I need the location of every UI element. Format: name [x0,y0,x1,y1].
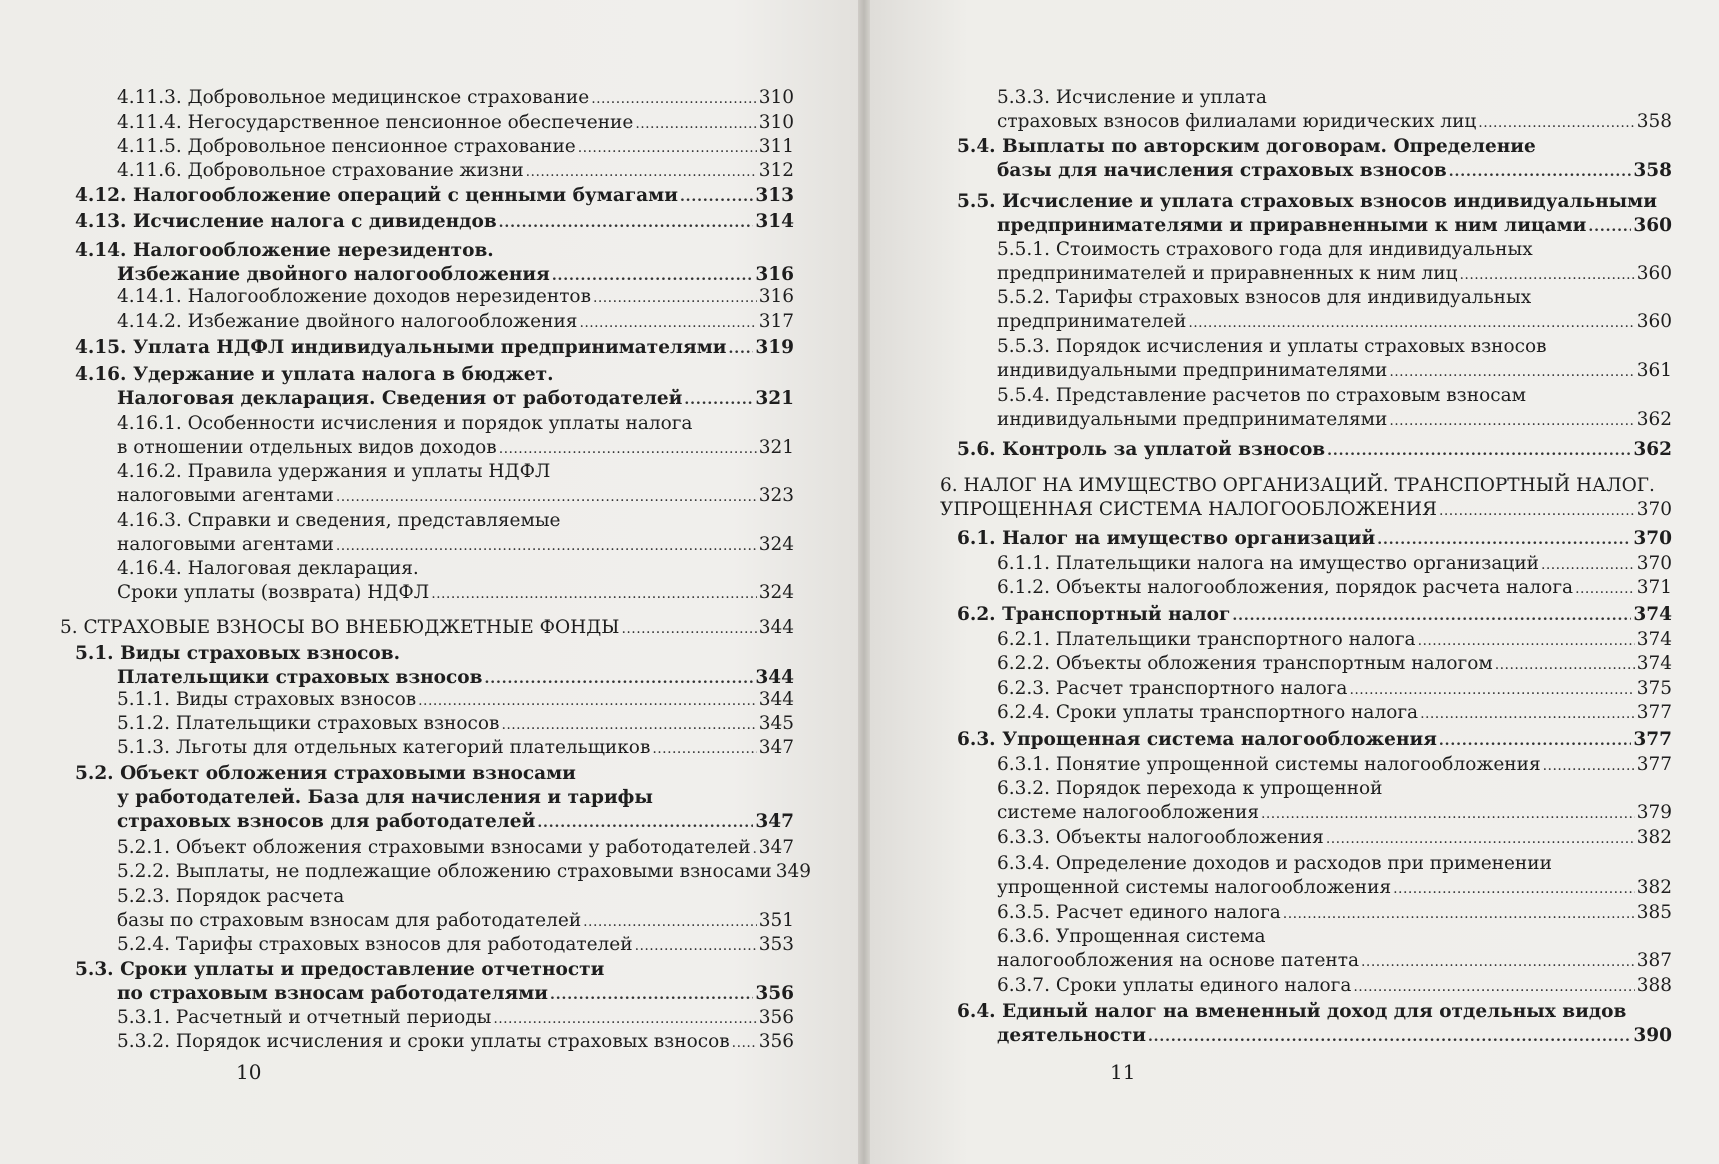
dot-leader [1495,652,1635,676]
toc-page-number: 310 [758,112,794,133]
dot-leader [550,982,753,1006]
toc-page-number: 370 [1636,499,1672,520]
toc-entry-title: 6.2. Транспортный налог [957,604,1231,625]
toc-page-number: 347 [755,811,794,832]
toc-entry-6-3-6 [997,925,1672,973]
toc-entry-title: 6.3.2. Порядок перехода к упрощенной [997,778,1383,799]
toc-entry-title: 5.2.1. Объект обложения страховыми взносами у работодателей [117,837,751,858]
toc-entry-title: индивидуальными предпринимателями [997,360,1388,381]
toc-entry-6-1-1 [997,552,1672,576]
toc-entry-title: 5.4. Выплаты по авторским договорам. Определение [957,136,1536,157]
toc-entry-6-2-1 [997,628,1672,652]
toc-page-number: 356 [758,1007,794,1028]
toc-page-number: 377 [1636,702,1672,723]
dot-leader [578,135,757,159]
toc-entry-title: 6.3. Упрощенная система налогообложения [957,729,1437,750]
toc-entry-title: 6.3.5. Расчет единого налога [997,902,1281,923]
toc-entry-title: деятельности [997,1025,1146,1046]
toc-entry-title: по страховым взносам работодателями [117,983,549,1004]
dot-leader [1349,677,1634,701]
dot-leader [593,285,757,309]
toc-entry-title: базы для начисления страховых взносов [997,160,1447,181]
toc-entry-title: 5.6. Контроль за уплатой взносов [957,439,1326,460]
toc-entry-6 [940,474,1672,522]
toc-entry-title: 5.5. Исчисление и уплата страховых взносов индивидуальными [957,191,1657,212]
toc-page-number: 345 [758,713,794,734]
toc-entry-title: 5.1.3. Льготы для отдельных категорий плательщиков [117,737,651,758]
toc-entry-6-1 [957,527,1672,551]
toc-page-number: 324 [758,582,794,603]
toc-entry-4-13 [75,210,794,234]
toc-page-number: 321 [758,437,794,458]
toc-entry-6-1-2 [997,576,1672,600]
toc-page-number: 388 [1636,975,1672,996]
toc-entry-5 [60,616,794,640]
toc-entry-6-2-3 [997,677,1672,701]
toc-entry-5-5-1 [997,238,1672,286]
dot-leader [431,581,756,605]
toc-entry-5-1 [75,642,794,690]
dot-leader [501,712,756,736]
dot-leader [1353,974,1634,998]
dot-leader [484,666,753,690]
dot-leader [622,616,757,640]
toc-entry-5-2-4 [117,933,794,957]
toc-page-number: 321 [755,388,794,409]
toc-entry-title: 6.3.1. Понятие упрощенной системы налогообложения [997,754,1541,775]
toc-entry-5-1-3 [117,736,794,760]
toc-entry-6-3-4 [997,852,1672,900]
dot-leader [1389,359,1634,383]
toc-entry-4-15 [75,336,794,360]
toc-page-number: 351 [758,910,794,931]
toc-page-number: 356 [755,983,794,1004]
dot-leader [652,736,756,760]
toc-page-number: 360 [1633,215,1672,236]
toc-entry-title: 5.2.3. Порядок расчета [117,886,345,907]
dot-leader [1543,753,1635,777]
toc-entry-title: 4.15. Уплата НДФЛ индивидуальными предпринимателями [75,337,727,358]
toc-entry-6-3-2 [997,777,1672,825]
dot-leader [753,836,757,860]
toc-entry-title: 6.4. Единый налог на вмененный доход для отдельных видов [957,1001,1627,1022]
dot-leader [526,159,757,183]
toc-page-number: 358 [1633,160,1672,181]
dot-leader [729,336,754,360]
toc-entry-4-16-2 [117,460,794,508]
toc-page-number: 374 [1633,604,1672,625]
toc-entry-title: 6.3.7. Сроки уплаты единого налога [997,975,1352,996]
toc-entry-6-3 [957,728,1672,752]
toc-entry-6-2-2 [997,652,1672,676]
toc-entry-title: 4.16.4. Налоговая декларация. [117,558,419,579]
dot-leader [635,111,756,135]
toc-entry-title: 5.1.2. Плательщики страховых взносов [117,713,500,734]
toc-entry-5-2-2 [117,860,812,884]
toc-page-number: 314 [755,211,794,232]
toc-page-number: 312 [758,160,794,181]
dot-leader [1188,310,1634,334]
toc-entry-title: индивидуальными предпринимателями [997,409,1388,430]
toc-entry-title: налоговыми агентами [117,534,334,555]
toc-entry-title: налоговыми агентами [117,485,334,506]
toc-entry-5-1-2 [117,712,794,736]
toc-entry-title: 6.1.1. Плательщики налога на имущество организаций [997,553,1539,574]
toc-entry-title: 5.5.2. Тарифы страховых взносов для индивидуальных [997,287,1532,308]
toc-entry-title: в отношении отдельных видов доходов [117,437,497,458]
dot-leader [1393,876,1635,900]
toc-entry-4-14 [75,239,794,287]
toc-entry-title: 5.2.2. Выплаты, не подлежащие обложению страховыми взносами [117,861,772,882]
toc-entry-title: 4.16.3. Справки и сведения, представляемые [117,510,561,531]
toc-entry-title: 4.12. Налогообложение операций с ценными бумагами [75,185,678,206]
dot-leader [1541,552,1635,576]
toc-entry-title: предпринимателями и приравненными к ним лицами [997,215,1587,236]
toc-entry-title: 5.5.4. Представление расчетов по страховым взносам [997,385,1527,406]
toc-page-number: 344 [758,617,794,638]
toc-page-number: 371 [1636,577,1672,598]
toc-entry-5-2-3 [117,885,794,933]
toc-entry-4-14-2 [117,310,794,334]
toc-page-number: 316 [755,264,794,285]
toc-page-number: 385 [1636,902,1672,923]
dot-leader [1361,949,1635,973]
toc-entry-4-11-5 [117,135,794,159]
toc-entry-4-16-1 [117,412,794,460]
toc-page-number: 382 [1636,877,1672,898]
toc-page-number: 311 [758,136,794,157]
dot-leader [591,86,757,110]
toc-entry-4-14-1 [117,285,794,309]
toc-page-number: 310 [758,87,794,108]
toc-entry-4-16-3 [117,509,794,557]
toc-entry-title: 6.1. Налог на имущество организаций [957,528,1376,549]
toc-entry-title: 4.11.6. Добровольное страхование жизни [117,160,524,181]
toc-entry-title: базы по страховым взносам для работодателей [117,910,582,931]
toc-entry-title: 4.14.1. Налогообложение доходов нерезидентов [117,286,591,307]
toc-page-number: 353 [758,934,794,955]
toc-entry-4-12 [75,184,794,208]
toc-entry-5-2 [75,762,794,834]
left-page-number: 10 [236,1060,262,1084]
toc-entry-title: 4.16.1. Особенности исчисления и порядок уплаты налога [117,413,693,434]
book-gutter [858,0,870,1164]
dot-leader [336,533,757,557]
toc-entry-6-2-4 [997,701,1672,725]
toc-entry-title: 6.2.2. Объекты обложения транспортным налогом [997,653,1493,674]
toc-entry-5-2-1 [117,836,794,860]
toc-entry-title: 5.1.1. Виды страховых взносов [117,689,417,710]
dot-leader [336,484,757,508]
toc-page-number: 349 [775,861,812,882]
toc-entry-5-5-4 [997,384,1672,432]
toc-entry-6-3-3 [997,826,1672,850]
toc-entry-title: 6.3.4. Определение доходов и расходов при применении [997,853,1552,874]
toc-entry-title: 4.11.3. Добровольное медицинское страхование [117,87,590,108]
toc-entry-title: 5.3. Сроки уплаты и предоставление отчетности [75,959,605,980]
toc-entry-title: предпринимателей и приравненных к ним лиц [997,263,1458,284]
toc-entry-6-3-5 [997,901,1672,925]
toc-entry-6-4 [957,1000,1672,1048]
toc-page-number: 344 [758,689,794,710]
toc-entry-title: системе налогообложения [997,802,1259,823]
toc-entry-title: 5.3.3. Исчисление и уплата [997,87,1267,108]
toc-entry-title: 6. НАЛОГ НА ИМУЩЕСТВО ОРГАНИЗАЦИЙ. ТРАНСПОРТНЫЙ НАЛОГ. [940,475,1655,496]
dot-leader [1439,728,1632,752]
dot-leader [1460,262,1635,286]
toc-entry-5-6 [957,438,1672,462]
toc-entry-5-3-2 [117,1030,794,1054]
toc-page-number: 361 [1636,360,1672,381]
toc-entry-5-3-3 [997,86,1672,134]
toc-page-number: 387 [1636,950,1672,971]
toc-entry-title: страховых взносов для работодателей [117,811,536,832]
dot-leader [499,210,754,234]
toc-entry-title: Налоговая декларация. Сведения от работодателей [117,388,683,409]
dot-leader [537,810,753,834]
toc-page-number: 358 [1636,111,1672,132]
toc-entry-title: 4.11.5. Добровольное пенсионное страхование [117,136,576,157]
toc-entry-title: 6.2.1. Плательщики транспортного налога [997,629,1416,650]
toc-page-number: 313 [755,185,794,206]
toc-page-number: 379 [1636,802,1672,823]
dot-leader [1283,901,1635,925]
toc-page-number: 374 [1636,653,1672,674]
dot-leader [684,387,753,411]
toc-entry-title: 5.3.1. Расчетный и отчетный периоды [117,1007,492,1028]
dot-leader [1261,801,1635,825]
toc-entry-5-4 [957,135,1672,183]
toc-page-number: 377 [1633,729,1672,750]
toc-entry-title: 5.1. Виды страховых взносов. [75,643,401,664]
dot-leader [1326,826,1635,850]
toc-page-number: 370 [1633,528,1672,549]
toc-page-number: 347 [758,737,794,758]
toc-entry-title: 4.13. Исчисление налога с дивидендов [75,211,497,232]
dot-leader [493,1006,756,1030]
dot-leader [732,1030,757,1054]
dot-leader [418,688,757,712]
toc-entry-4-11-3 [117,86,794,110]
toc-entry-5-5-2 [997,286,1672,334]
toc-entry-title: Избежание двойного налогообложения [117,264,550,285]
toc-page-number: 324 [758,534,794,555]
toc-entry-title: 4.16.2. Правила удержания и уплаты НДФЛ [117,461,551,482]
toc-entry-title: Плательщики страховых взносов [117,667,483,688]
toc-entry-6-2 [957,603,1672,627]
toc-entry-6-3-1 [997,753,1672,777]
toc-entry-title: 6.3.6. Упрощенная система [997,926,1266,947]
toc-entry-title: 6.2.3. Расчет транспортного налога [997,678,1348,699]
toc-entry-title: Сроки уплаты (возврата) НДФЛ [117,582,430,603]
toc-page-number: 360 [1636,311,1672,332]
toc-entry-title: УПРОЩЕННАЯ СИСТЕМА НАЛОГООБЛОЖЕНИЯ [940,499,1437,520]
toc-entry-title: страховых взносов филиалами юридических лиц [997,111,1477,132]
toc-page-number: 370 [1636,553,1672,574]
toc-entry-title: у работодателей. База для начисления и тарифы [117,787,653,808]
dot-leader [1327,438,1631,462]
dot-leader [499,436,757,460]
toc-page-number: 374 [1636,629,1672,650]
toc-page-number: 347 [758,837,794,858]
dot-leader [1148,1024,1631,1048]
toc-entry-title: 4.11.4. Негосударственное пенсионное обеспечение [117,112,634,133]
toc-entry-5-1-1 [117,688,794,712]
toc-entry-5-3-1 [117,1006,794,1030]
toc-page-number: 360 [1636,263,1672,284]
toc-page-number: 319 [755,337,794,358]
toc-entry-5-3 [75,958,794,1006]
toc-entry-title: 4.16. Удержание и уплата налога в бюджет. [75,364,554,385]
toc-entry-6-3-7 [997,974,1672,998]
dot-leader [635,933,757,957]
toc-entry-title: 5. СТРАХОВЫЕ ВЗНОСЫ ВО ВНЕБЮДЖЕТНЫЕ ФОНДЫ [60,617,620,638]
toc-entry-4-16 [75,363,794,411]
dot-leader [579,310,756,334]
toc-page-number: 390 [1633,1025,1672,1046]
toc-entry-title: 5.2. Объект обложения страховыми взносами [75,763,576,784]
dot-leader [1389,408,1634,432]
toc-entry-5-5 [957,190,1672,238]
dot-leader [1377,527,1631,551]
toc-entry-title: предпринимателей [997,311,1187,332]
right-page-number: 11 [1110,1060,1136,1084]
toc-page-number: 344 [755,667,794,688]
dot-leader [552,263,754,287]
toc-entry-4-11-6 [117,159,794,183]
toc-entry-title: 6.2.4. Сроки уплаты транспортного налога [997,702,1419,723]
toc-entry-title: 6.1.2. Объекты налогообложения, порядок расчета налога [997,577,1574,598]
toc-entry-4-11-4 [117,111,794,135]
dot-leader [583,909,757,933]
toc-entry-title: 4.14.2. Избежание двойного налогообложения [117,311,578,332]
dot-leader [1449,159,1632,183]
dot-leader [680,184,753,208]
toc-entry-title: налогообложения на основе патента [997,950,1360,971]
dot-leader [1478,110,1634,134]
toc-entry-title: 5.5.1. Стоимость страхового года для индивидуальных [997,239,1533,260]
toc-entry-title: 5.3.2. Порядок исчисления и сроки уплаты страховых взносов [117,1031,730,1052]
dot-leader [1575,576,1635,600]
toc-entry-title: 6.3.3. Объекты налогообложения [997,827,1324,848]
dot-leader [1420,701,1635,725]
dot-leader [1439,498,1635,522]
dot-leader [1418,628,1635,652]
dot-leader [1232,603,1631,627]
toc-page-number: 362 [1633,439,1672,460]
toc-entry-title: 5.5.3. Порядок исчисления и уплаты страховых взносов [997,336,1547,357]
toc-page-number: 317 [758,311,794,332]
dot-leader [1588,214,1631,238]
toc-page-number: 323 [758,485,794,506]
toc-page-number: 362 [1636,409,1672,430]
toc-page-number: 375 [1636,678,1672,699]
toc-entry-4-16-4 [117,557,794,605]
toc-page-number: 377 [1636,754,1672,775]
toc-page-number: 382 [1636,827,1672,848]
toc-page-number: 316 [758,286,794,307]
toc-entry-5-5-3 [997,335,1672,383]
toc-page-number: 356 [758,1031,794,1052]
toc-entry-title: 5.2.4. Тарифы страховых взносов для работодателей [117,934,633,955]
toc-entry-title: упрощенной системы налогообложения [997,877,1392,898]
toc-entry-title: 4.14. Налогообложение нерезидентов. [75,240,494,261]
